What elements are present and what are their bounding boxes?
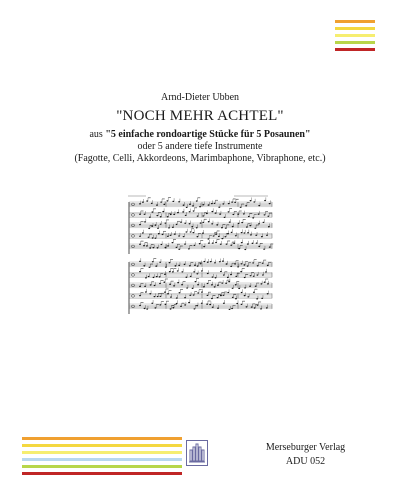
color-stripe [22,458,182,461]
color-stripe [22,465,182,468]
title-block [0,92,400,165]
organ-pipes-icon-graphic [187,441,207,465]
color-stripe [335,48,375,51]
collection-line [0,129,400,141]
top-color-stripes [335,20,375,55]
color-stripe [335,27,375,30]
color-stripe [22,451,182,454]
instruments-list: (Fagotte, Celli, Akkordeons, Marimbaphone, Vibraphone, etc.) [74,153,326,164]
bottom-color-stripes [22,437,182,479]
color-stripe [335,34,375,37]
aus-prefix: aus [89,129,106,140]
color-stripe [22,472,182,475]
organ-pipes-icon [186,440,208,466]
collection-title: "5 einfache rondoartige Stücke für 5 Posaunen" [105,129,311,140]
score-preview-image [126,190,276,322]
color-stripe [22,437,182,440]
color-stripe [22,444,182,447]
publisher-block [258,441,353,469]
publisher-name: Merseburger Verlag [265,442,346,453]
piece-title: "NOCH MEHR ACHTEL" [116,108,284,124]
alternative-instruments-line: oder 5 andere tiefe Instrumente [137,141,263,152]
catalog-number: ADU 052 [285,456,326,467]
color-stripe [335,20,375,23]
composer-name: Arnd-Dieter Ubben [160,92,240,103]
color-stripe [335,41,375,44]
